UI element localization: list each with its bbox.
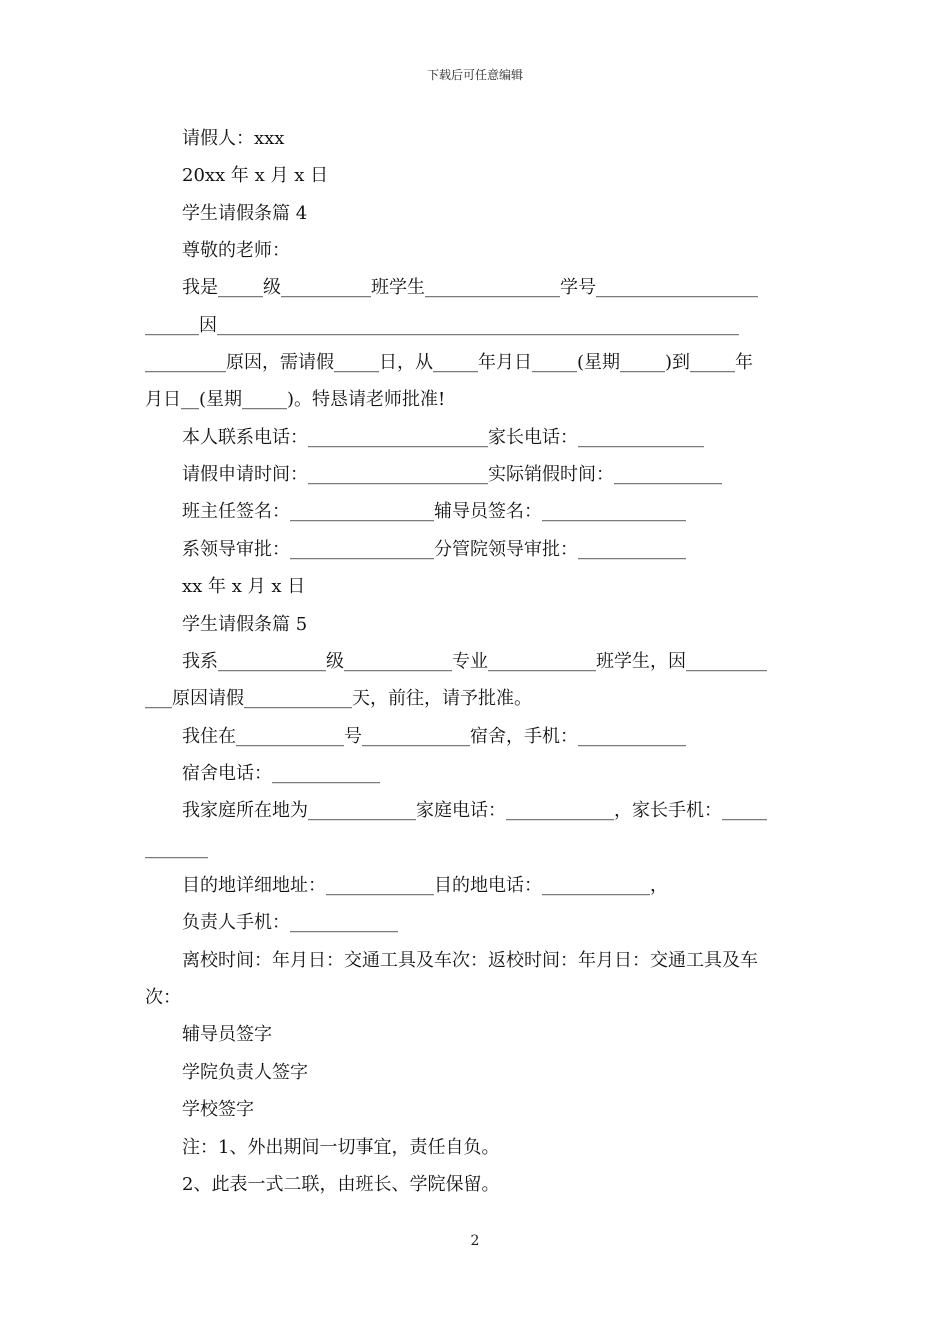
responsible-phone-line: 负责人手机：____________ (182, 912, 398, 933)
travel-line: 离校时间：年月日：交通工具及车次：返校时间：年月日：交通工具及车 (182, 950, 758, 971)
contact-phone-line: 本人联系电话：____________________家长电话：______________ (182, 427, 704, 448)
approval-line: 系领导审批：________________分管院领导审批：____________ (182, 539, 686, 560)
signature-line: 班主任签名：________________辅导员签名：________________ (182, 501, 686, 522)
college-signature: 学院负责人签字 (182, 1062, 308, 1083)
dorm-phone-line: 宿舍电话：____________ (182, 763, 380, 784)
body-line-4: 月日__(星期_____)。特恳请老师批准! (145, 389, 446, 410)
page-number: 2 (470, 1233, 480, 1249)
body5-line-2: ___原因请假____________天，前往，请予批准。 (145, 688, 532, 709)
note-line-2: 2、此表一式二联，由班长、学院保留。 (182, 1174, 500, 1195)
travel-line-cont: 次： (145, 987, 181, 1008)
leave-time-line: 请假申请时间：____________________实际销假时间：____________ (182, 464, 722, 485)
body-line-1: 我是_____级__________班学生_______________学号__________________ (182, 277, 758, 298)
page-header: 下载后可任意编辑 (426, 68, 523, 82)
section-title-5: 学生请假条篇 5 (182, 614, 308, 635)
body-line-3: _________原因，需请假_____日，从_____年月日_____(星期_____)到_____年 (145, 352, 754, 373)
dorm-line: 我住在____________号____________宿舍，手机：____________ (182, 726, 686, 747)
counselor-signature: 辅导员签字 (182, 1024, 272, 1045)
destination-line: 目的地详细地址：____________目的地电话：____________， (182, 875, 668, 896)
salutation: 尊敬的老师： (182, 240, 290, 261)
body-line-2: ______因__________________________________________________________ (145, 315, 739, 336)
school-signature: 学校签字 (182, 1099, 254, 1120)
home-line: 我家庭所在地为____________家庭电话：____________，家长手机：_____ (182, 800, 767, 821)
note-line-1: 注：1、外出期间一切事宜，责任自负。 (182, 1137, 500, 1158)
date-line: 20xx 年 x 月 x 日 (182, 165, 329, 186)
section-title-4: 学生请假条篇 4 (182, 203, 308, 224)
body5-line-1: 我系____________级____________专业____________班学生，因_________ (182, 651, 767, 672)
requester-line: 请假人：xxx (182, 128, 285, 149)
home-line-cont: _______ (145, 838, 208, 859)
date-line-2: xx 年 x 月 x 日 (182, 576, 306, 597)
